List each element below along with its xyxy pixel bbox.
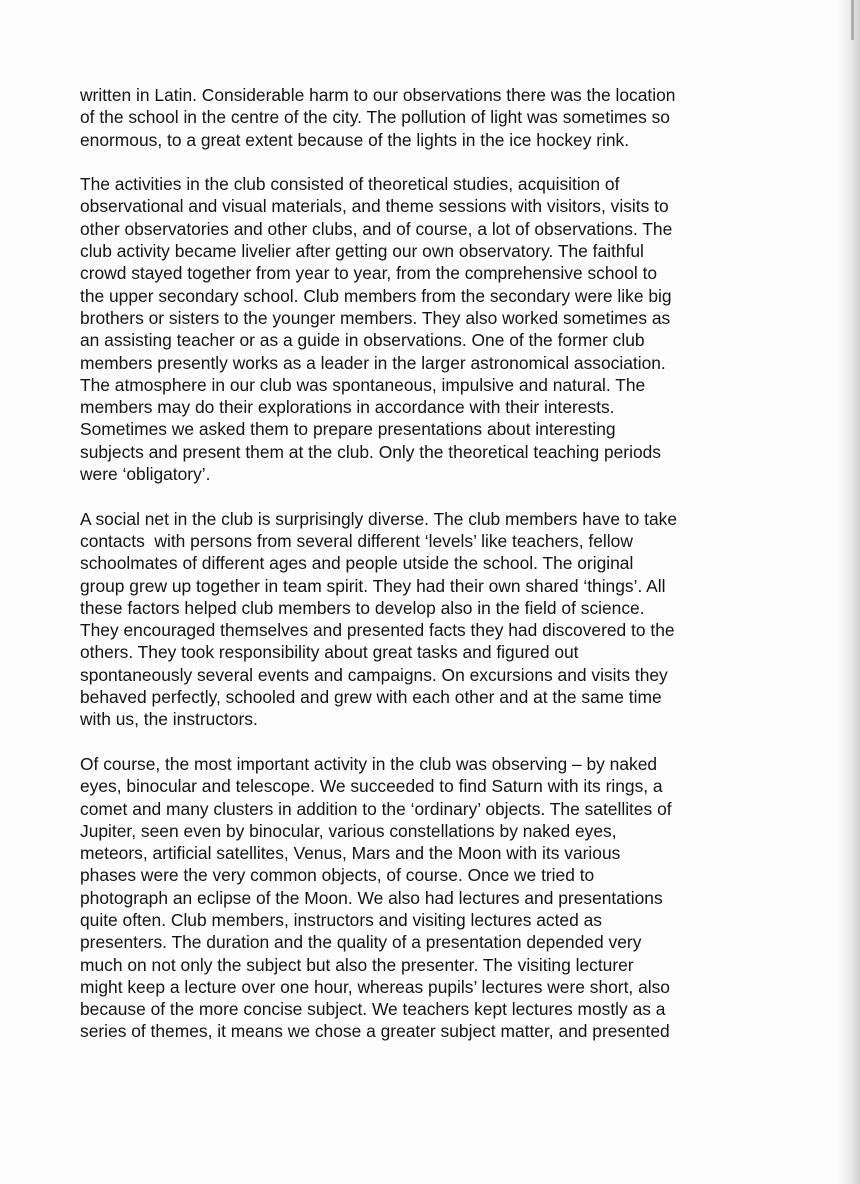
paragraph-1: [80, 84, 770, 151]
text-line: other observatories and other clubs, and of course, a lot of observations. The: [80, 218, 673, 239]
text-line: subjects and present them at the club. Only the theoretical teaching periods: [80, 441, 661, 462]
text-line: enormous, to a great extent because of the lights in the ice hockey rink.: [80, 129, 630, 150]
text-line: schoolmates of different ages and people utside the school. The original: [80, 553, 634, 574]
text-line: spontaneously several events and campaigns. On excursions and visits they: [80, 664, 668, 685]
text-line: presenters. The duration and the quality of a presentation depended very: [80, 932, 642, 953]
text-line: these factors helped club members to develop also in the field of science.: [80, 597, 645, 618]
text-line: A social net in the club is surprisingly diverse. The club members have to take: [80, 508, 678, 529]
text-line: were ‘obligatory’.: [80, 464, 211, 485]
text-line: Of course, the most important activity in the club was observing – by naked: [80, 753, 658, 774]
text-line: written in Latin. Considerable harm to our observations there was the location: [80, 85, 676, 105]
text-line: comet and many clusters in addition to the ‘ordinary’ objects. The satellites of: [80, 798, 672, 819]
text-line: phases were the very common objects, of course. Once we tried to: [80, 865, 595, 886]
text-line: club activity became livelier after getting our own observatory. The faithful: [80, 241, 644, 262]
text-line: meteors, artificial satellites, Venus, Mars and the Moon with its various: [80, 843, 621, 864]
text-line: much on not only the subject but also the presenter. The visiting lecturer: [80, 954, 634, 975]
text-line: members presently works as a leader in the larger astronomical association.: [80, 352, 666, 373]
text-line: quite often. Club members, instructors and visiting lectures acted as: [80, 909, 602, 930]
text-line: series of themes, it means we chose a greater subject matter, and presented: [80, 1021, 670, 1042]
text-line: crowd stayed together from year to year, from the comprehensive school to: [80, 263, 658, 284]
text-line: They encouraged themselves and presented facts they had discovered to the: [80, 620, 675, 641]
text-line: others. They took responsibility about great tasks and figured out: [80, 642, 579, 663]
text-line: because of the more concise subject. We teachers kept lectures mostly as a: [80, 999, 666, 1020]
text-line: contacts with persons from several different ‘levels’ like teachers, fellow: [80, 530, 633, 551]
text-line: group grew up together in team spirit. They had their own shared ‘things’. All: [80, 575, 666, 596]
text-line: members may do their explorations in accordance with their interests.: [80, 397, 615, 418]
document-body: [80, 84, 770, 1065]
text-line: the upper secondary school. Club members from the secondary were like big: [80, 285, 672, 306]
scan-edge-shadow: [838, 0, 860, 1184]
paragraph-2: [80, 173, 770, 485]
scan-edge-mark: [851, 0, 854, 40]
text-line: The atmosphere in our club was spontaneous, impulsive and natural. The: [80, 374, 646, 395]
text-line: Sometimes we asked them to prepare presentations about interesting: [80, 419, 616, 440]
text-line: photograph an eclipse of the Moon. We also had lectures and presentations: [80, 887, 663, 908]
text-line: Jupiter, seen even by binocular, various constellations by naked eyes,: [80, 820, 617, 841]
text-line: brothers or sisters to the younger members. They also worked sometimes as: [80, 307, 671, 328]
text-line: The activities in the club consisted of theoretical studies, acquisition of: [80, 174, 620, 195]
text-line: of the school in the centre of the city. The pollution of light was sometimes so: [80, 107, 670, 128]
text-line: might keep a lecture over one hour, whereas pupils’ lectures were short, also: [80, 976, 670, 997]
text-line: observational and visual materials, and theme sessions with visitors, visits to: [80, 196, 669, 217]
text-line: with us, the instructors.: [80, 709, 258, 730]
paragraph-3: [80, 508, 770, 731]
paragraph-4: [80, 753, 770, 1043]
text-line: eyes, binocular and telescope. We succeeded to find Saturn with its rings, a: [80, 776, 663, 797]
text-line: behaved perfectly, schooled and grew with each other and at the same time: [80, 687, 662, 708]
text-line: an assisting teacher or as a guide in observations. One of the former club: [80, 330, 645, 351]
